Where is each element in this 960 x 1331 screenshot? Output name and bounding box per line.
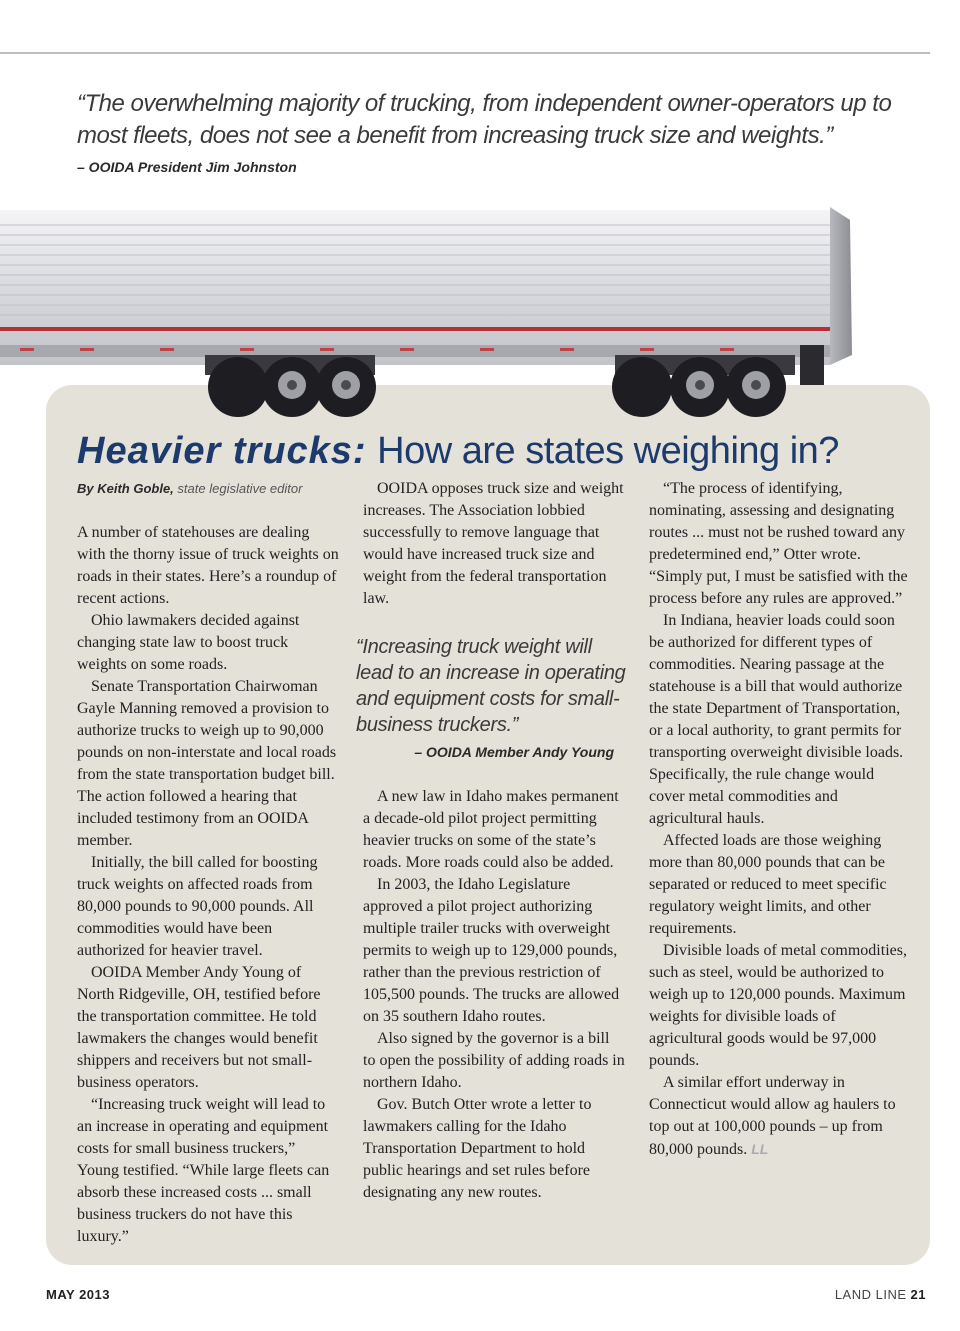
article-column-2-top	[363, 478, 625, 610]
paragraph: “Increasing truck weight will lead to an increase in operating and equipment costs for small business truckers,” Young testified. “While large fleets can absorb these increased costs ... small business truckers do not have this luxury.”	[77, 1096, 330, 1245]
paragraph: In 2003, the Idaho Legislature approved a pilot project authorizing multiple trailer trucks with overweight permits to weigh up to 129,000 pounds, rather than the previous restriction of 105,500 pounds. The trucks are allowed on 35 southern Idaho routes.	[363, 876, 620, 1025]
paragraph: Ohio lawmakers decided against changing state law to boost truck weights on some roads.	[77, 612, 300, 673]
paragraph: Also signed by the governor is a bill to open the possibility of adding roads in northern Idaho.	[363, 1030, 625, 1091]
footer-page-number: 21	[910, 1287, 926, 1302]
paragraph: Gov. Butch Otter wrote a letter to lawmakers calling for the Idaho Transportation Department to hold public hearings and set rules before designating any new routes.	[363, 1096, 592, 1201]
top-pull-quote: “The overwhelming majority of trucking, from independent owner-operators up to most fleets, does not see a benefit from increasing truck size and weights.”	[77, 90, 892, 149]
headline-bold: Heavier trucks:	[77, 430, 367, 472]
paragraph-text: A similar effort underway in Connecticut would allow ag haulers to top out at 100,000 pounds – up from 80,000 pounds.	[649, 1074, 896, 1158]
footer-date: MAY 2013	[46, 1287, 110, 1302]
pull-quote-attribution: – OOIDA Member Andy Young	[414, 744, 614, 760]
footer-magazine-name: LAND LINE	[834, 1287, 907, 1302]
top-rule	[0, 52, 930, 54]
paragraph: OOIDA opposes truck size and weight increases. The Association lobbied successfully to remove language that would have increased truck size and weight from the federal transportation law.	[363, 480, 624, 607]
paragraph: Senate Transportation Chairwoman Gayle Manning removed a provision to authorize trucks to weigh up to 90,000 pounds on non-interstate and local roads from the state transportation budget bill. The action followed a hearing that included testimony from an OOIDA member.	[77, 678, 337, 849]
paragraph: OOIDA Member Andy Young of North Ridgeville, OH, testified before the transportation committee. He told lawmakers the changes would benefit shippers and receivers but not small-business operators.	[77, 964, 321, 1091]
article-column-3	[649, 478, 911, 1161]
paragraph: Divisible loads of metal commodities, such as steel, would be authorized to weigh up to 120,000 pounds. Maximum weights for divisible loads of agricultural goods would be 97,000 pounds.	[649, 942, 907, 1069]
article-column-1	[77, 522, 339, 1248]
end-mark-logo: LL	[751, 1141, 769, 1157]
byline-role: state legislative editor	[177, 481, 303, 496]
top-pull-quote-attribution: – OOIDA President Jim Johnston	[77, 159, 297, 175]
headline-light: How are states weighing in?	[377, 430, 839, 472]
article-headline	[77, 428, 839, 474]
pull-quote: “Increasing truck weight will lead to an increase in operating and equipment costs for small-business truckers.”	[356, 636, 626, 736]
article-column-2-bottom	[363, 786, 625, 1204]
byline	[77, 481, 302, 496]
paragraph: “The process of identifying, nominating, assessing and designating routes ... must not be rushed toward any predetermined end,” Otter wrote. “Simply put, I must be satisfied with the process before any rules are approved.”	[649, 480, 908, 607]
paragraph	[649, 1072, 911, 1161]
footer-folio	[835, 1287, 926, 1302]
paragraph: In Indiana, heavier loads could soon be authorized for different types of commodities. Nearing passage at the statehouse is a bill that would authorize the state Department of Transportation, or a local authority, to grant permits for transporting overweight divisible loads. Specifically, the rule change would cover metal commodities and agricultural hauls.	[649, 612, 904, 827]
paragraph: Initially, the bill called for boosting truck weights on affected roads from 80,000 pounds to 90,000 pounds. All commodities would have been authorized for heavier travel.	[77, 854, 318, 959]
byline-name: By Keith Goble,	[77, 481, 174, 496]
paragraph: A number of statehouses are dealing with the thorny issue of truck weights on roads in their states. Here’s a roundup of recent actions.	[77, 524, 339, 607]
paragraph: Affected loads are those weighing more than 80,000 pounds that can be separated or reduced to meet specific regulatory weight limits, and other requirements.	[649, 832, 887, 937]
trailer-photo	[0, 205, 860, 435]
paragraph: A new law in Idaho makes permanent a decade-old pilot project permitting heavier trucks on some of the state’s roads. More roads could also be added.	[363, 788, 619, 871]
